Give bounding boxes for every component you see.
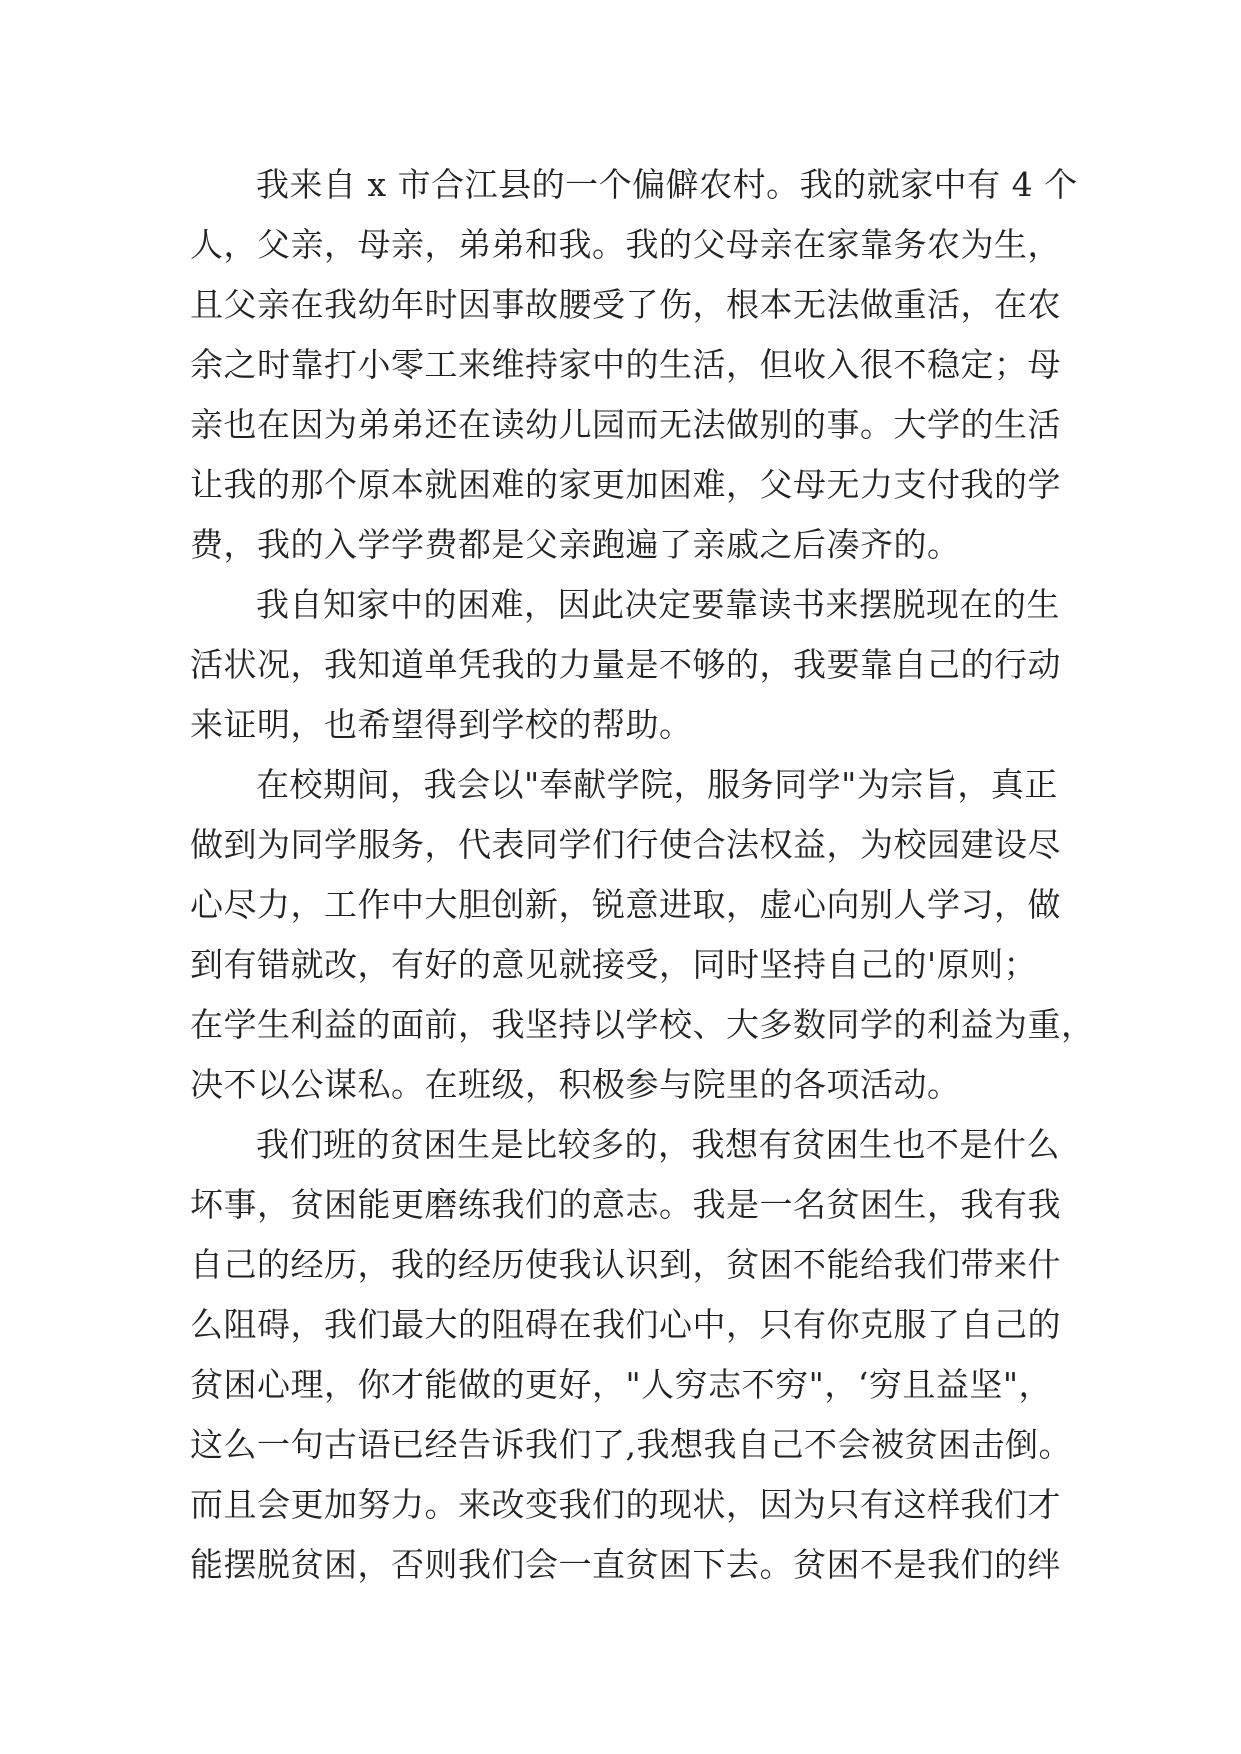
text-line: 决不以公谋私。在班级，积极参与院里的各项活动。	[190, 1065, 961, 1104]
text-line: 活状况，我知道单凭我的力量是不够的，我要靠自己的行动	[190, 645, 1061, 684]
text-line: 到有错就改，有好的意见就接受，同时坚持自己的'原则；	[190, 945, 1038, 984]
text-line: 能摆脱贫困，否则我们会一直贫困下去。贫困不是我们的绊	[190, 1545, 1061, 1584]
text-line: 亲也在因为弟弟还在读幼儿园而无法做别的事。大学的生活	[190, 405, 1061, 444]
text-line: 在校期间，我会以"奉献学院，服务同学"为宗旨，真正	[256, 765, 1058, 804]
text-line: 坏事，贫困能更磨练我们的意志。我是一名贫困生，我有我	[190, 1185, 1061, 1224]
text-line: 在学生利益的面前，我坚持以学校、大多数同学的利益为重，	[190, 1005, 1095, 1044]
text-line: 费，我的入学学费都是父亲跑遍了亲戚之后凑齐的。	[190, 525, 961, 564]
text-line: 余之时靠打小零工来维持家中的生活，但收入很不稳定；母	[190, 345, 1061, 384]
text-line: 这么一句古语已经告诉我们了,我想我自己不会被贫困击倒。	[190, 1425, 1072, 1464]
text-line: 心尽力，工作中大胆创新，锐意进取，虚心向别人学习，做	[190, 885, 1061, 924]
document-body	[190, 155, 1095, 1595]
text-line: 做到为同学服务，代表同学们行使合法权益，为校园建设尽	[190, 825, 1061, 864]
text-line: 我自知家中的困难，因此决定要靠读书来摆脱现在的生	[256, 585, 1060, 624]
text-line: 自己的经历，我的经历使我认识到，贫困不能给我们带来什	[190, 1245, 1061, 1284]
text-line: 且父亲在我幼年时因事故腰受了伤，根本无法做重活，在农	[190, 285, 1061, 324]
text-line: 我们班的贫困生是比较多的，我想有贫困生也不是什么	[256, 1125, 1060, 1164]
text-line: 么阻碍，我们最大的阻碍在我们心中，只有你克服了自己的	[190, 1305, 1061, 1344]
text-line: 贫困心理，你才能做的更好，"人穷志不穷"，‘穷且益坚"，	[190, 1365, 1053, 1404]
text-line: 来证明，也希望得到学校的帮助。	[190, 705, 693, 744]
text-line: 我来自 x 市合江县的一个偏僻农村。我的就家中有 4 个	[256, 165, 1078, 204]
text-line: 而且会更加努力。来改变我们的现状，因为只有这样我们才	[190, 1485, 1061, 1524]
text-line: 人，父亲，母亲，弟弟和我。我的父母亲在家靠务农为生，	[190, 225, 1061, 264]
text-line: 让我的那个原本就困难的家更加困难，父母无力支付我的学	[190, 465, 1061, 504]
